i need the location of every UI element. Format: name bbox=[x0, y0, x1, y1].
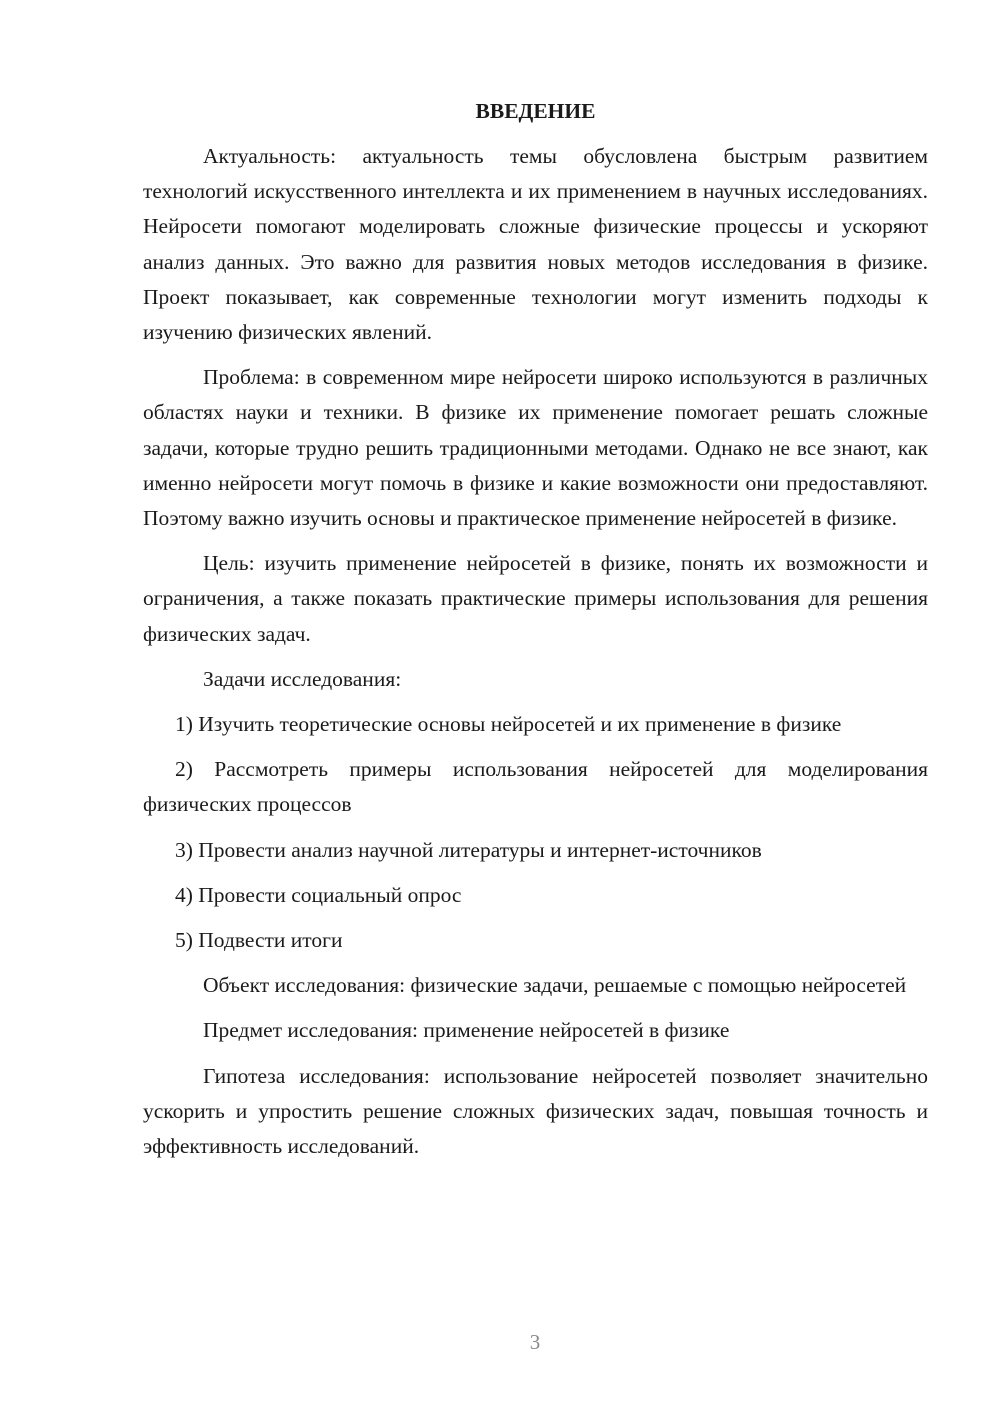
task-item-1: 1) Изучить теоретические основы нейросетей и их применение в физике bbox=[175, 712, 842, 737]
task-item-2: 2) Рассмотреть примеры использования нейросетей для моделирования физических процессов bbox=[143, 757, 928, 817]
paragraph-goal: Цель: изучить применение нейросетей в физике, понять их возможности и ограничения, а также показать практические примеры использования для решения физических задач. bbox=[143, 551, 928, 646]
paragraph-hypothesis: Гипотеза исследования: использование нейросетей позволяет значительно ускорить и упростить решение сложных физических задач, повышая точность и эффективность исследований. bbox=[143, 1063, 928, 1159]
tasks-heading: Задачи исследования: bbox=[203, 666, 402, 691]
task-item-5: 5) Подвести итоги bbox=[175, 928, 343, 953]
paragraph-object: Объект исследования: физические задачи, решаемые с помощью нейросетей bbox=[203, 973, 907, 998]
page-number: 3 bbox=[529, 1330, 541, 1354]
document-body bbox=[143, 94, 928, 1174]
task-item-3: 3) Провести анализ научной литературы и интернет-источников bbox=[175, 837, 762, 862]
paragraph-subject: Предмет исследования: применение нейросетей в физике bbox=[203, 1018, 730, 1043]
paragraph-relevance: Актуальность: актуальность темы обусловлена быстрым развитием технологий искусственного интеллекта и их применением в научных исследованиях. Нейросети помогают моделировать сложные физические процессы и ускоряют анализ данных. Это важно для развития новых методов исследования в физике. Проект показывает, как современные технологии могут изменить подходы к изучению физических явлений. bbox=[143, 144, 928, 345]
section-title: ВВЕДЕНИЕ bbox=[475, 99, 596, 123]
task-item-4: 4) Провести социальный опрос bbox=[175, 882, 462, 907]
paragraph-problem: Проблема: в современном мире нейросети широко используются в различных областях науки и техники. В физике их применение помогает решать сложные задачи, которые трудно решить традиционными методами. Однако не все знают, как именно нейросети могут помочь в физике и какие возможности они предоставляют. Поэтому важно изучить основы и практическое применение нейросетей в физике. bbox=[143, 365, 928, 531]
